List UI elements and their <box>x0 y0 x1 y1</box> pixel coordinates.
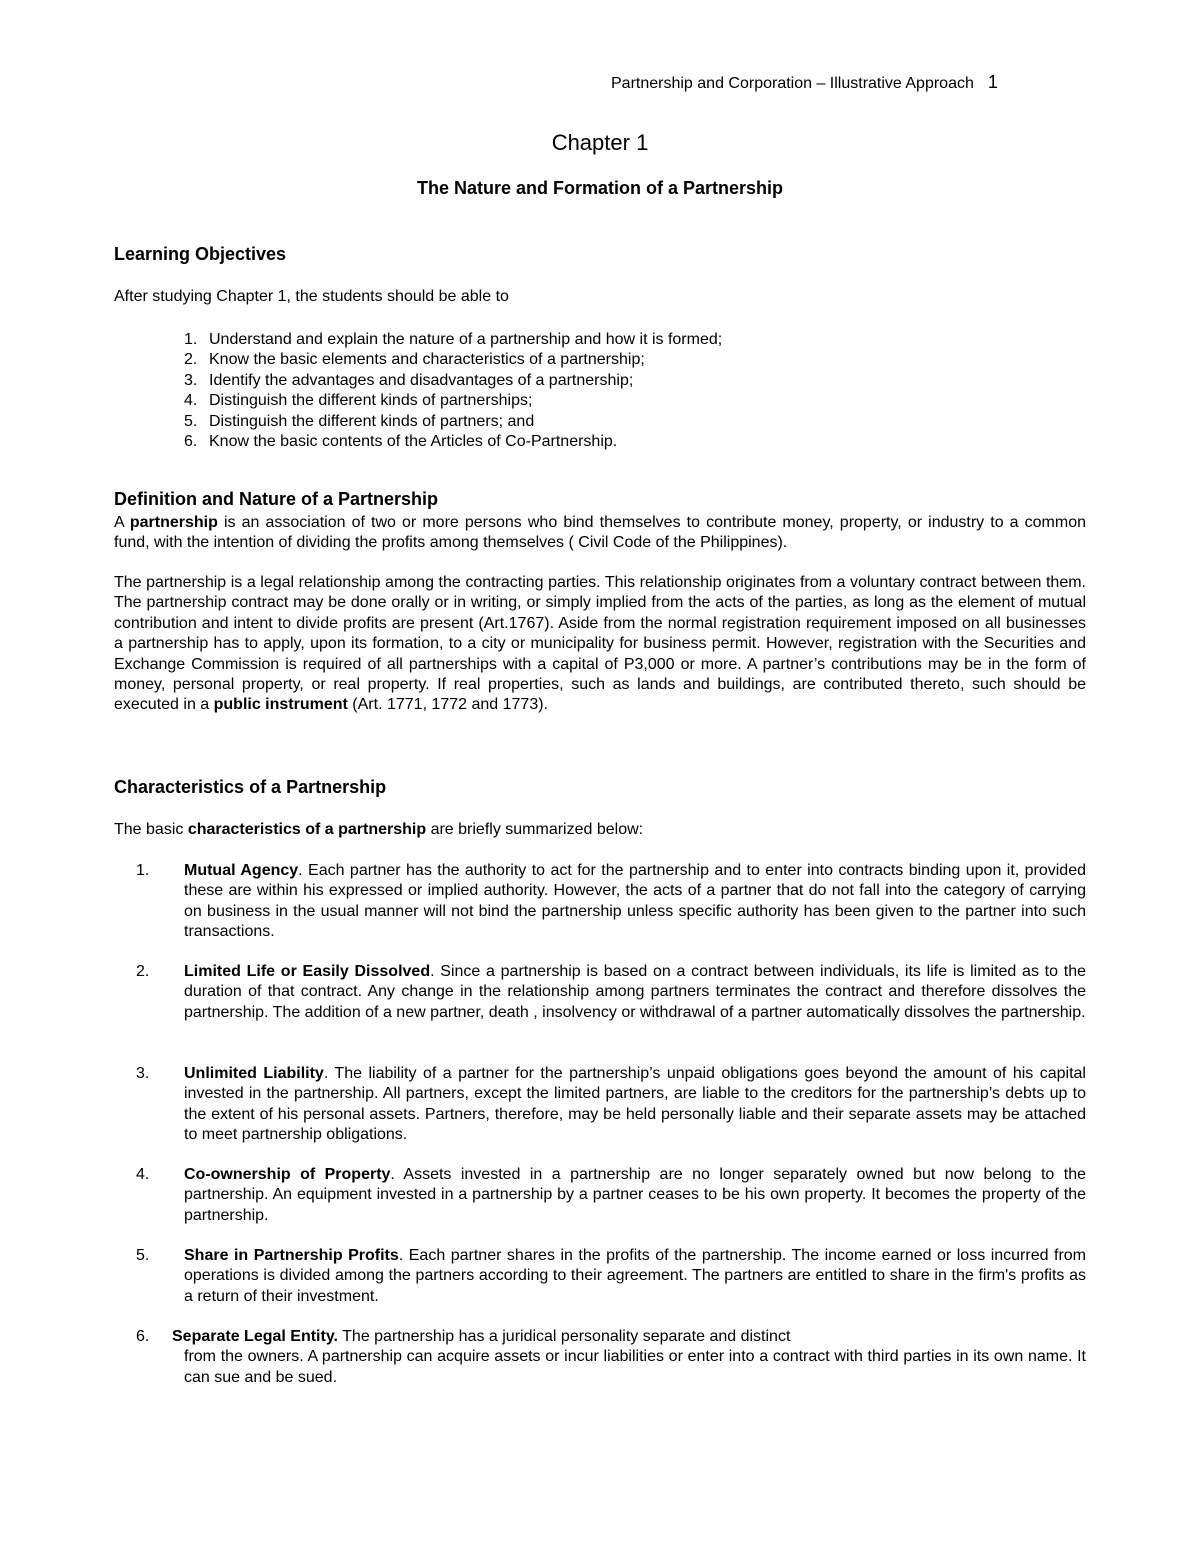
list-item: 4. Distinguish the different kinds of partnerships; <box>184 392 533 410</box>
chapter-subtitle: The Nature and Formation of a Partnership <box>416 178 784 198</box>
learning-objectives-heading: Learning Objectives <box>114 244 287 264</box>
list-item: 3. Identify the advantages and disadvantages of a partnership; <box>184 371 634 389</box>
page-number: 1 <box>987 72 998 92</box>
list-item: 5. Distinguish the different kinds of partners; and <box>184 412 535 430</box>
learning-objectives-intro: After studying Chapter 1, the students should be able to <box>114 288 509 305</box>
chapter-title: Chapter 1 <box>551 130 649 155</box>
definition-heading: Definition and Nature of a Partnership <box>114 489 439 509</box>
characteristic-item: 1. Mutual Agency. Each partner has the authority to act for the partnership and to enter into contracts binding upon it, provided these are within his expressed or implied authority. However, the acts of a partner that do not fall into the category of carrying on business in the usual manner will not bind the partnership unless specific authority has been given to the partner into such transactions. <box>136 862 1086 941</box>
nature-paragraph: The partnership is a legal relationship among the contracting parties. This relationship originates from a voluntary contract between them. The partnership contract may be done orally or in writing, or simply implied from the acts of the parties, as long as the element of mutual contribution and intent to divide profits are present (Art.1767). Aside from the normal registration requirement imposed on all businesses a partnership has to apply, upon its formation, to a city or municipality for business permit. However, registration with the Securities and Exchange Commission is required of all partnerships with a capital of P3,000 or more. A partner’s contributions may be in the form of money, personal property, or real property. If real properties, such as lands and buildings, are contributed thereto, such should be executed in a public instrument (Art. 1771, 1772 and 1773). <box>114 574 1086 714</box>
objectives-list <box>184 330 722 452</box>
definition-paragraph: A partnership is an association of two or more persons who bind themselves to contribute money, property, or industry to a common fund, with the intention of dividing the profits among themselves ( Civil Code of the Philippines). <box>114 514 1087 552</box>
characteristic-item: 4. Co-ownership of Property. Assets invested in a partnership are no longer separately owned but now belong to the partnership. An equipment invested in a partnership by a partner ceases to be his own property. It becomes the property of the partnership. <box>136 1166 1087 1224</box>
characteristic-item: 5. Share in Partnership Profits. Each partner shares in the profits of the partnership. The income earned or loss incurred from operations is divided among the partners according to their agreement. The partners are entitled to share in the firm's profits as a return of their investment. <box>136 1247 1087 1305</box>
characteristic-item: 6. Separate Legal Entity. The partnership has a juridical personality separate and distinct from the owners. A partnership can acquire assets or incur liabilities or enter into a contract with third parties in its own name. It can sue and be sued. <box>136 1328 1086 1386</box>
header-title: Partnership and Corporation – Illustrative Approach <box>611 75 974 92</box>
characteristic-item: 3. Unlimited Liability. The liability of a partner for the partnership’s unpaid obligations goes beyond the amount of his capital invested in the partnership. All partners, except the limited partners, are liable to the creditors for the partnership’s debts up to the extent of his personal assets. Partners, therefore, may be held personally liable and their separate assets may be attached to meet partnership obligations. <box>136 1065 1086 1144</box>
list-item: 6. Know the basic contents of the Articles of Co-Partnership. <box>184 433 618 451</box>
running-header <box>611 72 998 93</box>
list-item: 2. Know the basic elements and characteristics of a partnership; <box>184 351 645 369</box>
characteristics-intro: The basic characteristics of a partnership are briefly summarized below: <box>114 821 644 838</box>
characteristics-heading: Characteristics of a Partnership <box>114 777 387 797</box>
list-item: 1. Understand and explain the nature of a partnership and how it is formed; <box>184 331 723 348</box>
characteristic-item: 2. Limited Life or Easily Dissolved. Since a partnership is based on a contract between individuals, its life is limited as to the duration of that contract. Any change in the relationship among partners terminates the contract and therefore dissolves the partnership. The addition of a new partner, death , insolvency or withdrawal of a partner automatically dissolves the partnership. <box>136 963 1086 1021</box>
